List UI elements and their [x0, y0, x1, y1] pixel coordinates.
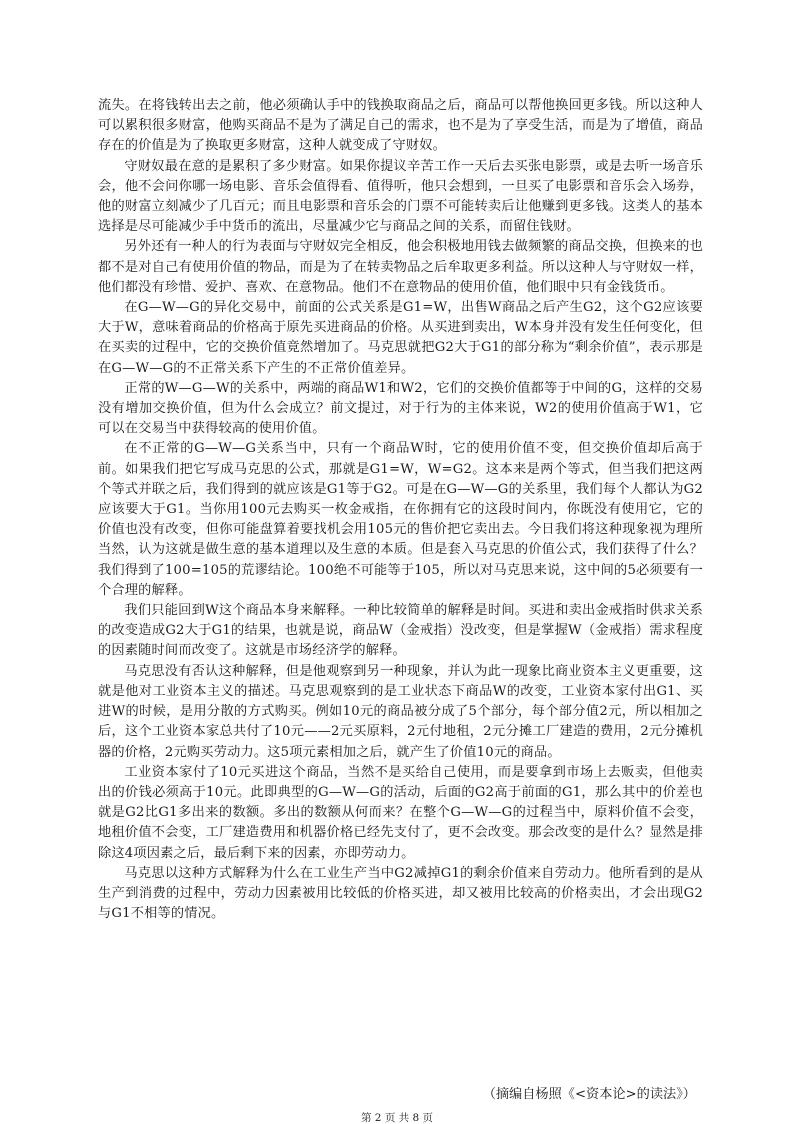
page-number-footer: 第 2 页 共 8 页 — [360, 1112, 434, 1124]
paragraph-2: 守财奴最在意的是累积了多少财富。如果你提议辛苦工作一天后去买张电影票，或是去听一场音乐会，他不会问你哪一场电影、音乐会值得看、值得听，他只会想到，一旦买了电影票和音乐会入场券，他的财富立刻减少了几百元；而且电影票和音乐会的门票不可能转卖后让他赚到更多钱。这类人的基本选择是尽可能减少手中货币的流出，尽量减少它与商品之间的关系，而留住钱财。 — [98, 158, 703, 235]
paragraph-1: 流失。在将钱转出去之前，他必须确认手中的钱换取商品之后，商品可以帮他换回更多钱。所以这种人可以累积很多财富，他购买商品不是为了满足自己的需求，也不是为了享受生活，而是为了增值，商品存在的价值是为了换取更多财富，这种人就变成了守财奴。 — [98, 98, 703, 154]
paragraph-5: 正常的W—G—W的关系中，两端的商品W1和W2，它们的交换价值都等于中间的G，这样的交易没有增加交换价值，但为什么会成立？前文提过，对于行为的主体来说，W2的使用价值高于W1，它可以在交易当中获得较高的使用价值。 — [98, 380, 703, 437]
paragraph-3: 另外还有一种人的行为表面与守财奴完全相反，他会积极地用钱去做频繁的商品交换，但换来的也都不是对自己有使用价值的物品，而是为了在转卖物品之后牟取更多利益。所以这种人与守财奴一样，他们都没有珍惜、爱护、喜欢、在意物品。他们不在意物品的使用价值，他们眼中只有金钱货币。 — [98, 239, 703, 295]
paragraph-9: 工业资本家付了10元买进这个商品，当然不是买给自己使用，而是要拿到市场上去贩卖，但他卖出的价钱必须高于10元。此即典型的G—W—G的活动，后面的G2高于前面的G1，那么其中的价差也就是G2比G1多出来的数额。多出的数额从何而来？在整个G—W—G的过程当中，原料价值不会变，地租价值不会变，工厂建造费用和机器价格已经先支付了，更不会改变。那会改变的是什么？显然是排除这4项因素之后，最后剩下来的因素，亦即劳动力。 — [98, 764, 703, 861]
paragraph-6: 在不正常的G—W—G关系当中，只有一个商品W时，它的使用价值不变，但交换价值却后高于前。如果我们把它写成马克思的公式，那就是G1=W，W=G2。这本来是两个等式，但当我们把这两个等式并联之后，我们得到的就应该是G1等于G2。可是在G—W—G的关系里，我们每个人都认为G2应该要大于G1。当你用100元去购买一枚金戒指，在你拥有它的这段时间内，你既没有使用它，它的价值也没有改变，但你可能盘算着要找机会用105元的售价把它卖出去。今日我们将这种现象视为理所当然，认为这就是做生意的基本道理以及生意的本质。但是套入马克思的价值公式，我们获得了什么？我们得到了100=105的荒谬结论。100绝不可能等于105，所以对马克思来说，这中间的5必须要有一个合理的解释。 — [98, 441, 703, 598]
article-body — [98, 96, 703, 924]
paragraph-10: 马克思以这种方式解释为什么在工业生产当中G2减掉G1的剩余价值来自劳动力。他所看到的是从生产到消费的过程中，劳动力因素被用比较低的价格买进，却又被用比较高的价格卖出，才会出现G2与G1不相等的情况。 — [98, 865, 703, 922]
paragraph-7: 我们只能回到W这个商品本身来解释。一种比较简单的解释是时间。买进和卖出金戒指时供求关系的改变造成G2大于G1的结果，也就是说，商品W（金戒指）没改变，但是掌握W（金戒指）需求程度的因素随时间而改变了。这就是市场经济学的解释。 — [98, 603, 703, 659]
source-citation: （摘编自杨照《<资本论>的读法》） — [482, 1087, 696, 1102]
paragraph-4: 在G—W—G的异化交易中，前面的公式关系是G1=W，出售W商品之后产生G2，这个G2应该要大于W，意味着商品的价格高于原先买进商品的价格。从买进到卖出，W本身并没有发生任何变化，但在买卖的过程中，它的交换价值竟然增加了。马克思就把G2大于G1的部分称为“剩余价值”，表示那是在G—W—G的不正常关系下产生的不正常价值差异。 — [98, 300, 703, 376]
paragraph-8: 马克思没有否认这种解释，但是他观察到另一种现象，并认为此一现象比商业资本主义更重要，这就是他对工业资本主义的描述。马克思观察到的是工业状态下商品W的改变，工业资本家付出G1、买进W的时候，是用分散的方式购买。例如10元的商品被分成了5个部分，每个部分值2元，所以相加之后，这个工业资本家总共付了10元——2元买原料，2元付地租，2元分摊工厂建造的费用，2元分摊机器的价格，2元购买劳动力。这5项元素相加之后，就产生了价值10元的商品。 — [98, 663, 703, 760]
